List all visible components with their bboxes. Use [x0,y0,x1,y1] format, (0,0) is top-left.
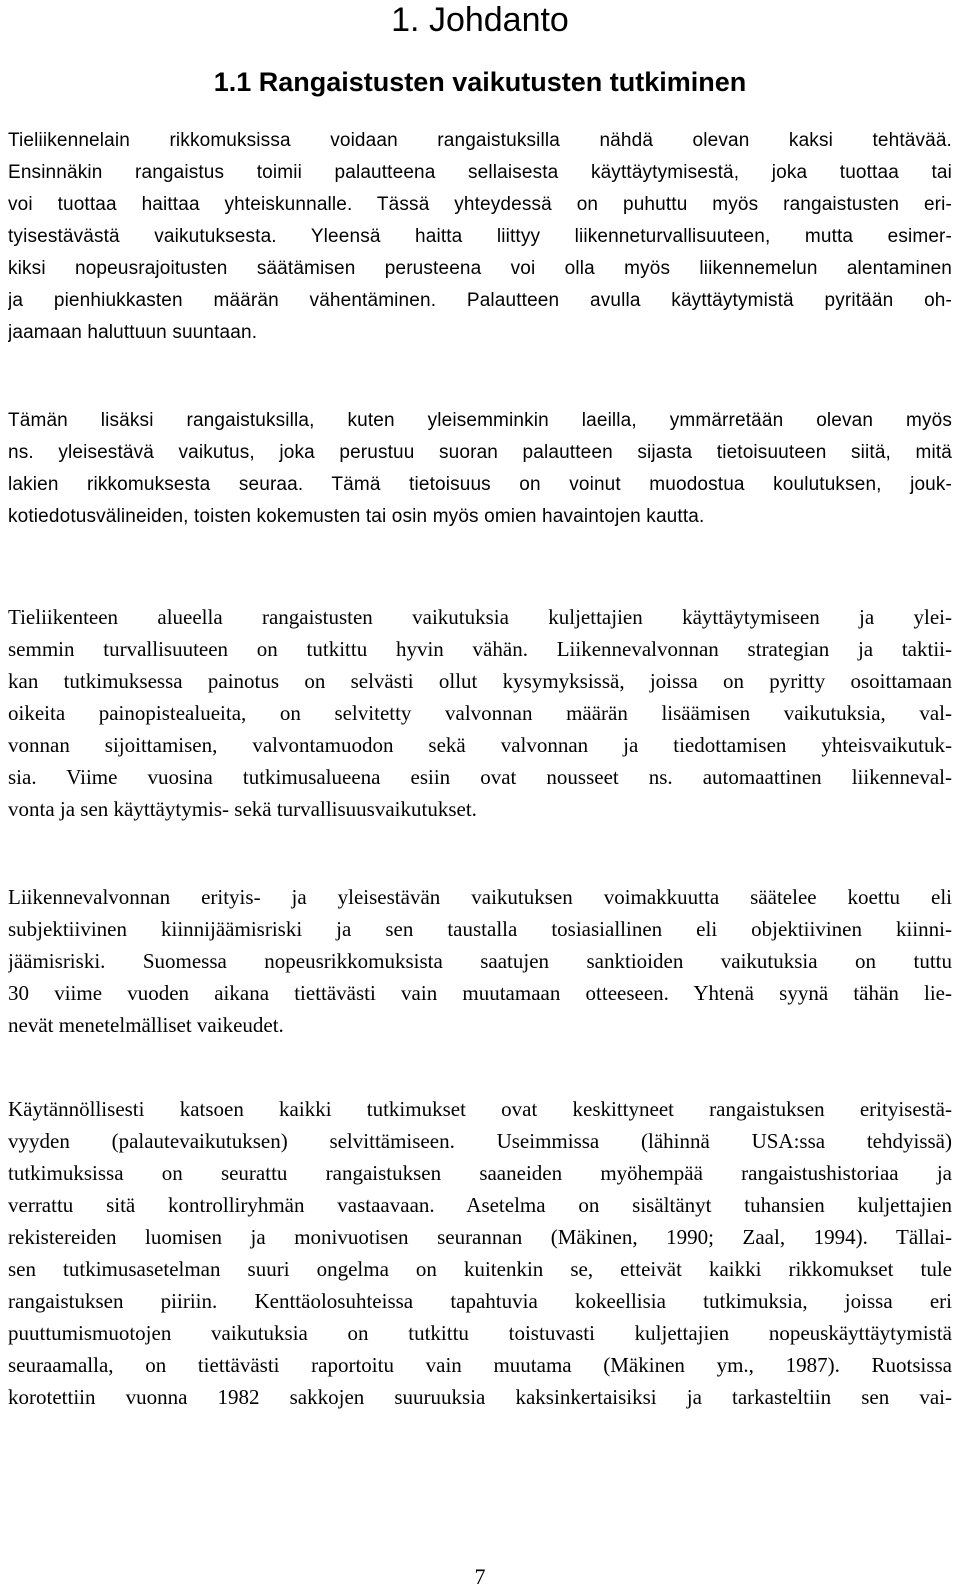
text-line: subjektiivinen kiinnijäämisriski ja sen taustalla tosiasiallinen eli objektiivinen kiinni- [8,917,952,941]
text-line: sia. Viime vuosina tutkimusalueena esiin ovat nousseet ns. automaattinen liikenneval- [8,765,952,789]
text-line: puuttumismuotojen vaikutuksia on tutkittu toistuvasti kuljettajien nopeuskäyttäytymistä [8,1321,952,1345]
section-title: 1.1 Rangaistusten vaikutusten tutkiminen [213,67,747,97]
text-line: tyisestävästä vaikutuksesta. Yleensä haitta liittyy liikenneturvallisuuteen, mutta esimer- [8,226,952,247]
text-line: voi tuottaa haittaa yhteiskunnalle. Tässä yhteydessä on puhuttu myös rangaistusten eri- [8,194,952,215]
text-line: Ensinnäkin rangaistus toimii palautteena sellaisesta käyttäytymisestä, joka tuottaa tai [8,162,952,183]
text-line: nevät menetelmälliset vaikeudet. [8,1013,284,1037]
text-line: Liikennevalvonnan erityis- ja yleisestävän vaikutuksen voimakkuutta säätelee koettu eli [8,885,952,909]
text-line: kotiedotusvälineiden, toisten kokemusten tai osin myös omien havaintojen kautta. [8,506,705,527]
text-line: Tieliikenteen alueella rangaistusten vaikutuksia kuljettajien käyttäytymiseen ja ylei- [8,605,952,629]
text-line: lakien rikkomuksesta seuraa. Tämä tietoisuus on voinut muodostua koulutuksen, jouk- [8,474,952,495]
text-line: tutkimuksissa on seurattu rangaistuksen saaneiden myöhempää rangaistushistoriaa ja [8,1161,952,1185]
text-line: sen tutkimusasetelman suuri ongelma on kuitenkin se, etteivät kaikki rikkomukset tule [8,1257,952,1281]
paragraph-2 [8,405,952,533]
page-number: 7 [474,1564,486,1589]
text-line: rangaistuksen piiriin. Kenttäolosuhteissa tapahtuvia kokeellisia tutkimuksia, joissa eri [8,1289,952,1313]
text-line: seuraamalla, on tiettävästi raportoitu vain muutama (Mäkinen ym., 1987). Ruotsissa [8,1353,952,1377]
chapter-title: 1. Johdanto [391,1,569,39]
text-line: rekistereiden luomisen ja monivuotisen seurannan (Mäkinen, 1990; Zaal, 1994). Tällai- [8,1225,952,1249]
text-line: ja pienhiukkasten määrän vähentäminen. Palautteen avulla käyttäytymistä pyritään oh- [8,290,952,311]
text-line: Käytännöllisesti katsoen kaikki tutkimukset ovat keskittyneet rangaistuksen erityisestä- [8,1097,952,1121]
text-line: jäämisriski. Suomessa nopeusrikkomuksista saatujen sanktioiden vaikutuksia on tuttu [8,949,952,973]
text-line: oikeita painopistealueita, on selvitetty valvonnan määrän lisäämisen vaikutuksia, val- [8,701,952,725]
text-line: jaamaan haluttuun suuntaan. [8,322,258,343]
text-line: vyyden (palautevaikutuksen) selvittämiseen. Useimmissa (lähinnä USA:ssa tehdyissä) [8,1129,952,1153]
text-line: 30 viime vuoden aikana tiettävästi vain muutamaan otteeseen. Yhtenä syynä tähän lie- [8,981,952,1005]
text-line: korotettiin vuonna 1982 sakkojen suuruuksia kaksinkertaisiksi ja tarkasteltiin sen vai- [8,1385,952,1409]
text-line: kan tutkimuksessa painotus on selvästi ollut kysymyksissä, joissa on pyritty osoittamaan [8,669,952,693]
paragraph-4 [8,881,952,1041]
paragraph-5 [8,1093,952,1413]
text-line: vonta ja sen käyttäytymis- sekä turvallisuusvaikutukset. [8,797,477,821]
text-line: vonnan sijoittamisen, valvontamuodon sekä valvonnan ja tiedottamisen yhteisvaikutuk- [8,733,952,757]
paragraph-3 [8,601,952,825]
paragraph-1 [8,125,952,349]
text-line: Tämän lisäksi rangaistuksilla, kuten yleisemminkin laeilla, ymmärretään olevan myös [8,410,952,431]
text-line: ns. yleisestävä vaikutus, joka perustuu suoran palautteen sijasta tietoisuuteen siitä, mitä [8,442,952,463]
text-line: kiksi nopeusrajoitusten säätämisen perusteena voi olla myös liikennemelun alentaminen [8,258,952,279]
text-line: verrattu sitä kontrolliryhmän vastaavaan. Asetelma on sisältänyt tuhansien kuljettajien [8,1193,952,1217]
text-line: semmin turvallisuuteen on tutkittu hyvin vähän. Liikennevalvonnan strategian ja taktii- [8,637,952,661]
text-line: Tieliikennelain rikkomuksissa voidaan rangaistuksilla nähdä olevan kaksi tehtävää. [8,130,952,151]
